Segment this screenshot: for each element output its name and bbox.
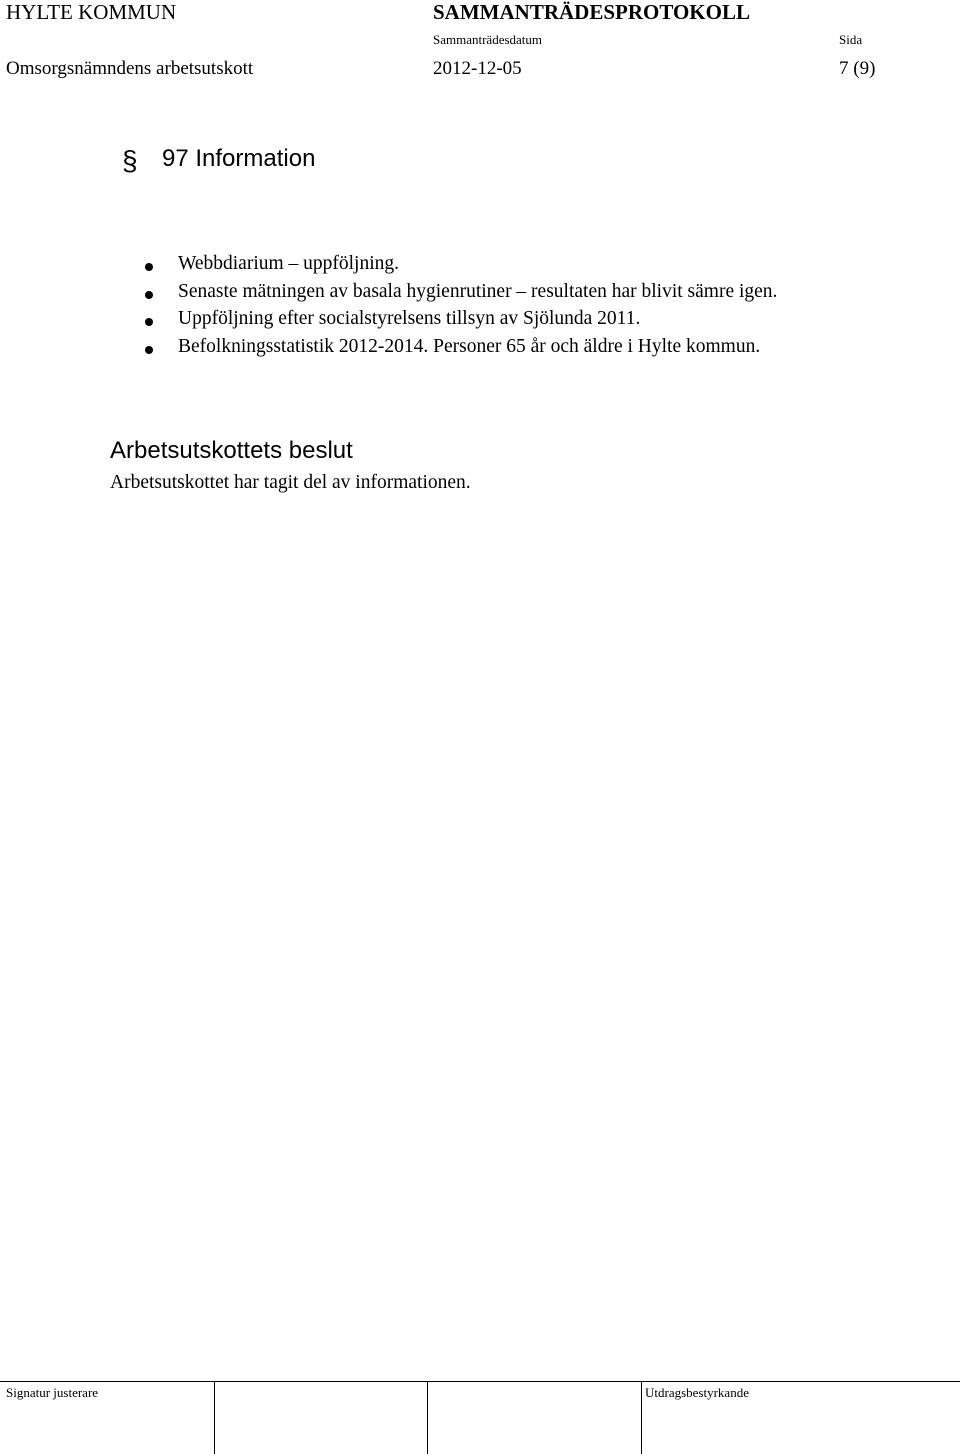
- bullet-icon: [145, 346, 153, 354]
- bullet-icon: [145, 318, 153, 326]
- committee-name: Omsorgsnämndens arbetsutskott: [6, 58, 254, 79]
- section-title: 97 Information: [162, 145, 316, 172]
- list-item-text: Befolkningsstatistik 2012-2014. Personer 65 år och äldre i Hylte kommun.: [178, 336, 761, 358]
- list-item-text: Senaste mätningen av basala hygienrutiner – resultaten har blivit sämre igen.: [178, 280, 778, 302]
- decision-text: Arbetsutskottet har tagit del av informationen.: [110, 472, 471, 493]
- page-label: Sida: [839, 32, 863, 47]
- meeting-date: 2012-12-05: [433, 58, 522, 79]
- signature-label: Signatur justerare: [6, 1385, 99, 1400]
- organization-name: HYLTE KOMMUN: [6, 0, 177, 24]
- footer-divider: [0, 1381, 960, 1382]
- document-type: SAMMANTRÄDESPROTOKOLL: [433, 0, 750, 24]
- extract-certification-label: Utdragsbestyrkande: [645, 1385, 749, 1400]
- meeting-date-label: Sammanträdesdatum: [433, 32, 543, 47]
- footer-column-divider: [214, 1381, 215, 1454]
- footer-column-divider: [641, 1381, 642, 1454]
- bullet-icon: [145, 263, 153, 271]
- list-item-text: Webbdiarium – uppföljning.: [178, 253, 400, 274]
- paragraph-symbol: §: [122, 145, 138, 176]
- list-item-text: Uppföljning efter socialstyrelsens tillsyn av Sjölunda 2011.: [178, 308, 641, 330]
- decision-heading: Arbetsutskottets beslut: [110, 437, 353, 464]
- page-number: 7 (9): [839, 58, 876, 79]
- bullet-icon: [145, 291, 153, 299]
- footer-column-divider: [427, 1381, 428, 1454]
